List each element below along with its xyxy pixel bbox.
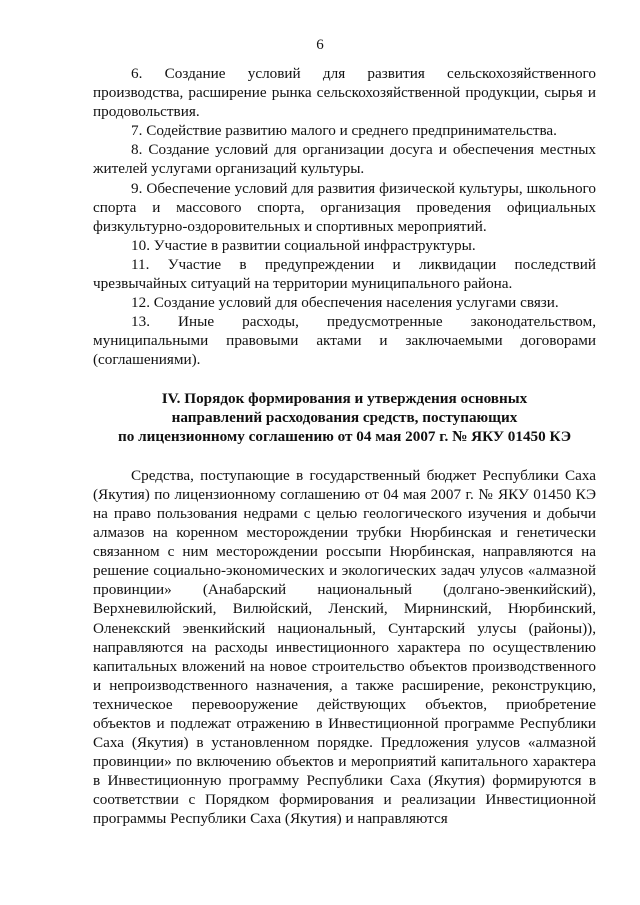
list-item-7: 7. Содействие развитию малого и среднего предпринимательства. (131, 122, 557, 140)
document-body (93, 64, 596, 829)
page-number: 6 (316, 37, 324, 53)
section-heading (93, 389, 596, 446)
list-item-13: 13. Иные расходы, предусмотренные законодательством, муниципальными правовыми актами и заключаемыми договорами (соглашениями). (93, 313, 596, 369)
body-paragraph: Средства, поступающие в государственный бюджет Республики Саха (Якутия) по лицензионному соглашению от 04 мая 2007 г. № ЯКУ 01450 КЭ на право пользования недрами с целью геологического изучения и добычи алмазов на коренном месторождении трубки Нюрбинская и генетически связанном с ним месторождении россыпи Нюрбинская, направляются на решение социально-экономических и экологических задач улусов «алмазной провинции» (Анабарский национальный (долгано-эвенкийский), Верхневилюйский, Вилюйский, Ленский, Мирнинский, Нюрбинский, Оленекский эвенкийский национальный, Сунтарский улусы (районы)), направляются на расходы инвестиционного характера по осуществлению капитальных вложений на новое строительство объектов производственного и непроизводственного назначения, а также расширение, реконструкцию, техническое перевооружение действующих объектов, приобретение объектов и подлежат отражению в Инвестиционной программе Республики Саха (Якутия) в установленном порядке. Предложения улусов «алмазной провинции» по включению объектов и мероприятий капитального характера в Инвестиционную программу Республики Саха (Якутия) формируются в соответствии с Порядком формирования и реализации Инвестиционной программы Республики Саха (Якутия) и направляются (93, 466, 596, 828)
list-item-11: 11. Участие в предупреждении и ликвидации последствий чрезвычайных ситуаций на территории муниципального района. (93, 255, 596, 293)
section-heading-line-1: IV. Порядок формирования и утверждения основных (161, 389, 528, 407)
section-heading-line-2: направлений расходования средств, поступающих (171, 408, 518, 426)
list-item-9: 9. Обеспечение условий для развития физической культуры, школьного спорта и массового спорта, организация проведения официальных физкультурно-оздоровительных и спортивных мероприятий. (93, 179, 596, 235)
list-item-8: 8. Создание условий для организации досуга и обеспечения местных жителей услугами организаций культуры. (93, 141, 596, 178)
list-item-10: 10. Участие в развитии социальной инфраструктуры. (131, 236, 476, 254)
list-item-6: 6. Создание условий для развития сельскохозяйственного производства, расширение рынка сельскохозяйственной продукции, сырья и продовольствия. (93, 65, 596, 121)
section-heading-line-3: по лицензионному соглашению от 04 мая 2007 г. № ЯКУ 01450 КЭ (117, 427, 572, 445)
list-item-12: 12. Создание условий для обеспечения населения услугами связи. (131, 294, 559, 312)
